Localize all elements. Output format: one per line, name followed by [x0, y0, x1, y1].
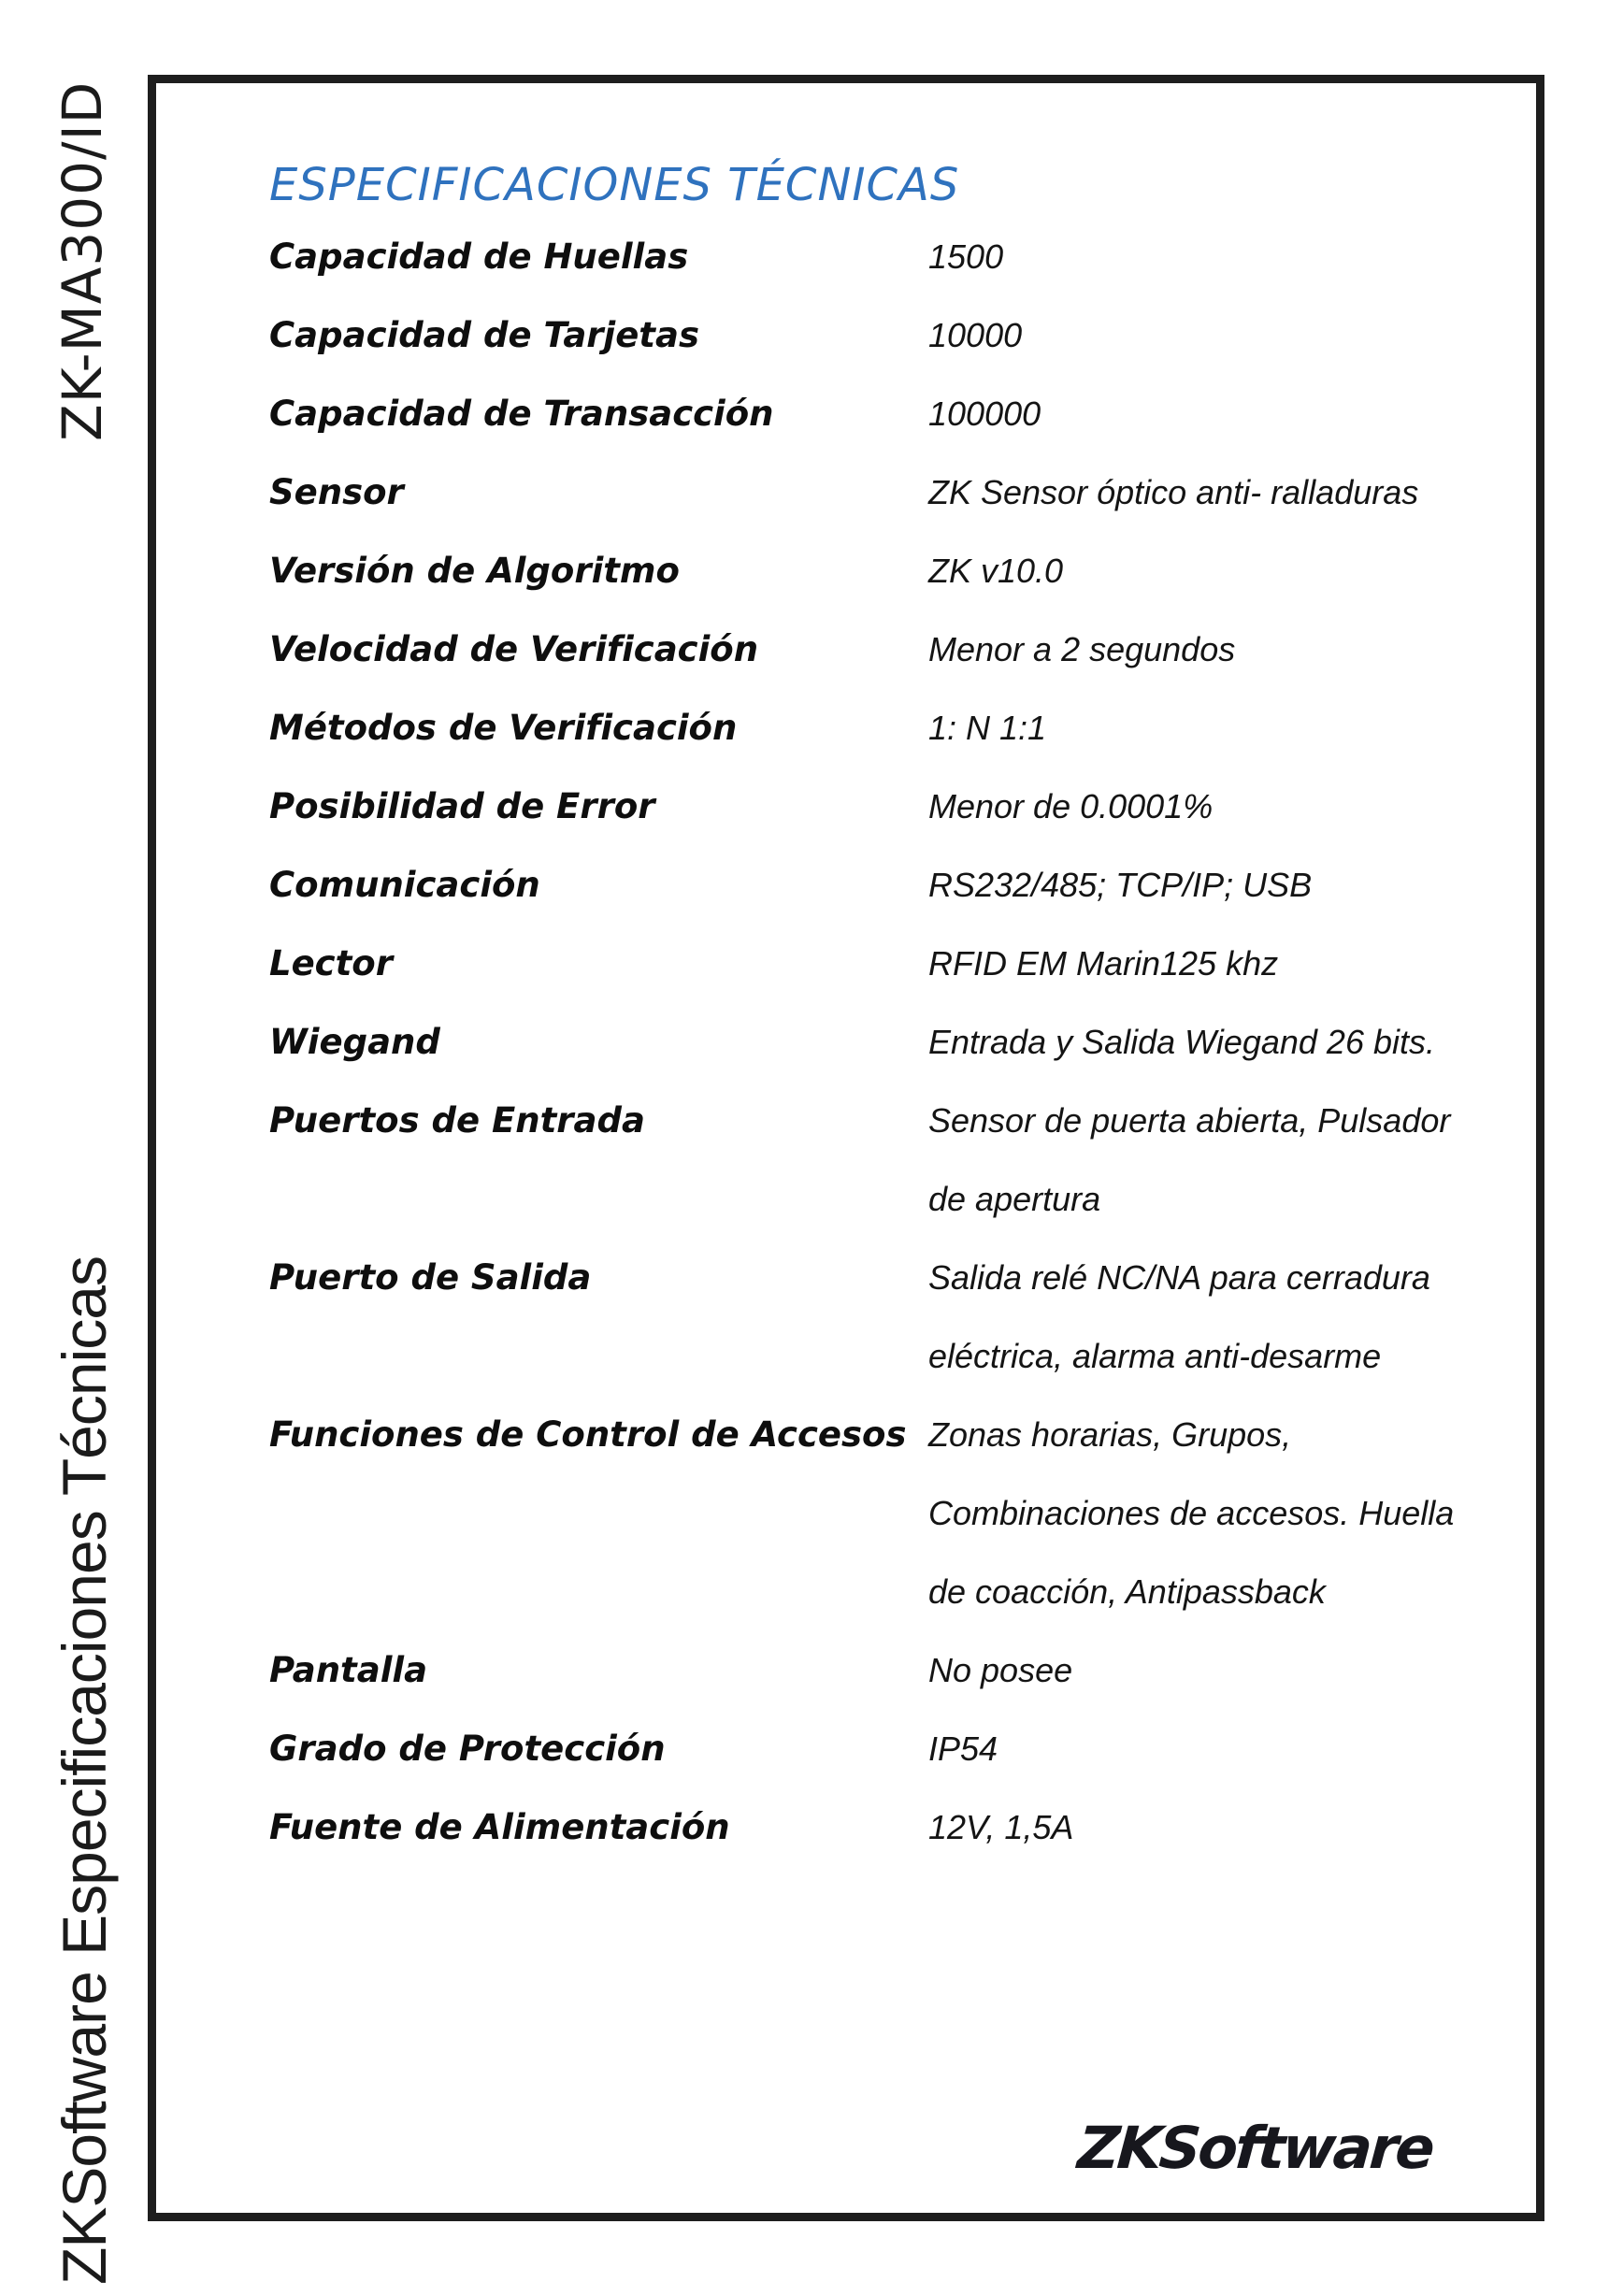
spec-value: Zonas horarias, Grupos, Combinaciones de accesos. Huella de coacción, Antipassback: [928, 1414, 1455, 1611]
spec-label: Capacidad de Transacción: [269, 393, 774, 434]
spec-label: Puerto de Salida: [269, 1256, 592, 1298]
spec-value: Menor de 0.0001%: [928, 786, 1214, 825]
spec-table: [269, 218, 1499, 1867]
spec-value: Menor a 2 segundos: [928, 629, 1236, 668]
spec-row: [269, 1788, 1499, 1867]
spec-label: Versión de Algoritmo: [269, 550, 680, 591]
sidebar-brand-text: ZKSoftware Especificaciones Técnicas: [50, 1256, 119, 2285]
spec-label: Fuente de Alimentación: [269, 1806, 730, 1847]
spec-frame-inner: [156, 83, 1536, 2213]
spec-label: Sensor: [269, 471, 404, 512]
spec-row: [269, 296, 1499, 375]
spec-row: [269, 1631, 1499, 1710]
spec-row: [269, 453, 1499, 532]
spec-row: [269, 1082, 1499, 1239]
spec-label: Velocidad de Verificación: [269, 628, 759, 669]
spec-label: Capacidad de Tarjetas: [269, 314, 699, 355]
spec-label: Comunicación: [269, 864, 540, 905]
spec-label: Capacidad de Huellas: [269, 236, 689, 277]
spec-label: Lector: [269, 942, 393, 983]
spec-value: 100000: [928, 394, 1041, 433]
spec-value: Salida relé NC/NA para cerradura eléctrica, alarma anti-desarme: [928, 1257, 1430, 1375]
spec-label: Pantalla: [269, 1649, 428, 1690]
sidebar-model-text: ZK-MA300/ID: [50, 80, 114, 441]
spec-row: [269, 689, 1499, 768]
zksoftware-logo: ZKSoftware: [1075, 2114, 1435, 2182]
spec-row: [269, 532, 1499, 610]
spec-value: 12V, 1,5A: [928, 1807, 1074, 1846]
spec-value: 10000: [928, 315, 1023, 354]
spec-value: RS232/485; TCP/IP; USB: [928, 865, 1313, 904]
spec-row: [269, 375, 1499, 453]
spec-value: Entrada y Salida Wiegand 26 bits.: [928, 1022, 1436, 1061]
spec-value: No posee: [928, 1650, 1073, 1689]
spec-frame: [148, 75, 1544, 2221]
spec-row: [269, 925, 1499, 1003]
spec-value: RFID EM Marin125 khz: [928, 943, 1279, 983]
spec-label: Posibilidad de Error: [269, 785, 655, 826]
spec-value: ZK v10.0: [928, 551, 1064, 590]
spec-label: Funciones de Control de Accesos: [269, 1413, 907, 1455]
spec-value: ZK Sensor óptico anti- ralladuras: [928, 472, 1419, 511]
spec-row: [269, 846, 1499, 925]
page-title: ESPECIFICACIONES TÉCNICAS: [269, 159, 960, 211]
spec-value: 1: N 1:1: [928, 708, 1047, 747]
spec-label: Puertos de Entrada: [269, 1099, 645, 1141]
spec-row: [269, 1710, 1499, 1788]
spec-value: 1500: [928, 237, 1004, 276]
spec-value: Sensor de puerta abierta, Pulsador de apertura: [928, 1100, 1451, 1218]
spec-row: [269, 768, 1499, 846]
spec-row: [269, 1396, 1499, 1631]
spec-row: [269, 218, 1499, 296]
spec-value: IP54: [928, 1729, 998, 1768]
spec-label: Métodos de Verificación: [269, 707, 738, 748]
spec-label: Grado de Protección: [269, 1728, 666, 1769]
spec-label: Wiegand: [269, 1021, 440, 1062]
spec-row: [269, 610, 1499, 689]
spec-row: [269, 1239, 1499, 1396]
spec-row: [269, 1003, 1499, 1082]
